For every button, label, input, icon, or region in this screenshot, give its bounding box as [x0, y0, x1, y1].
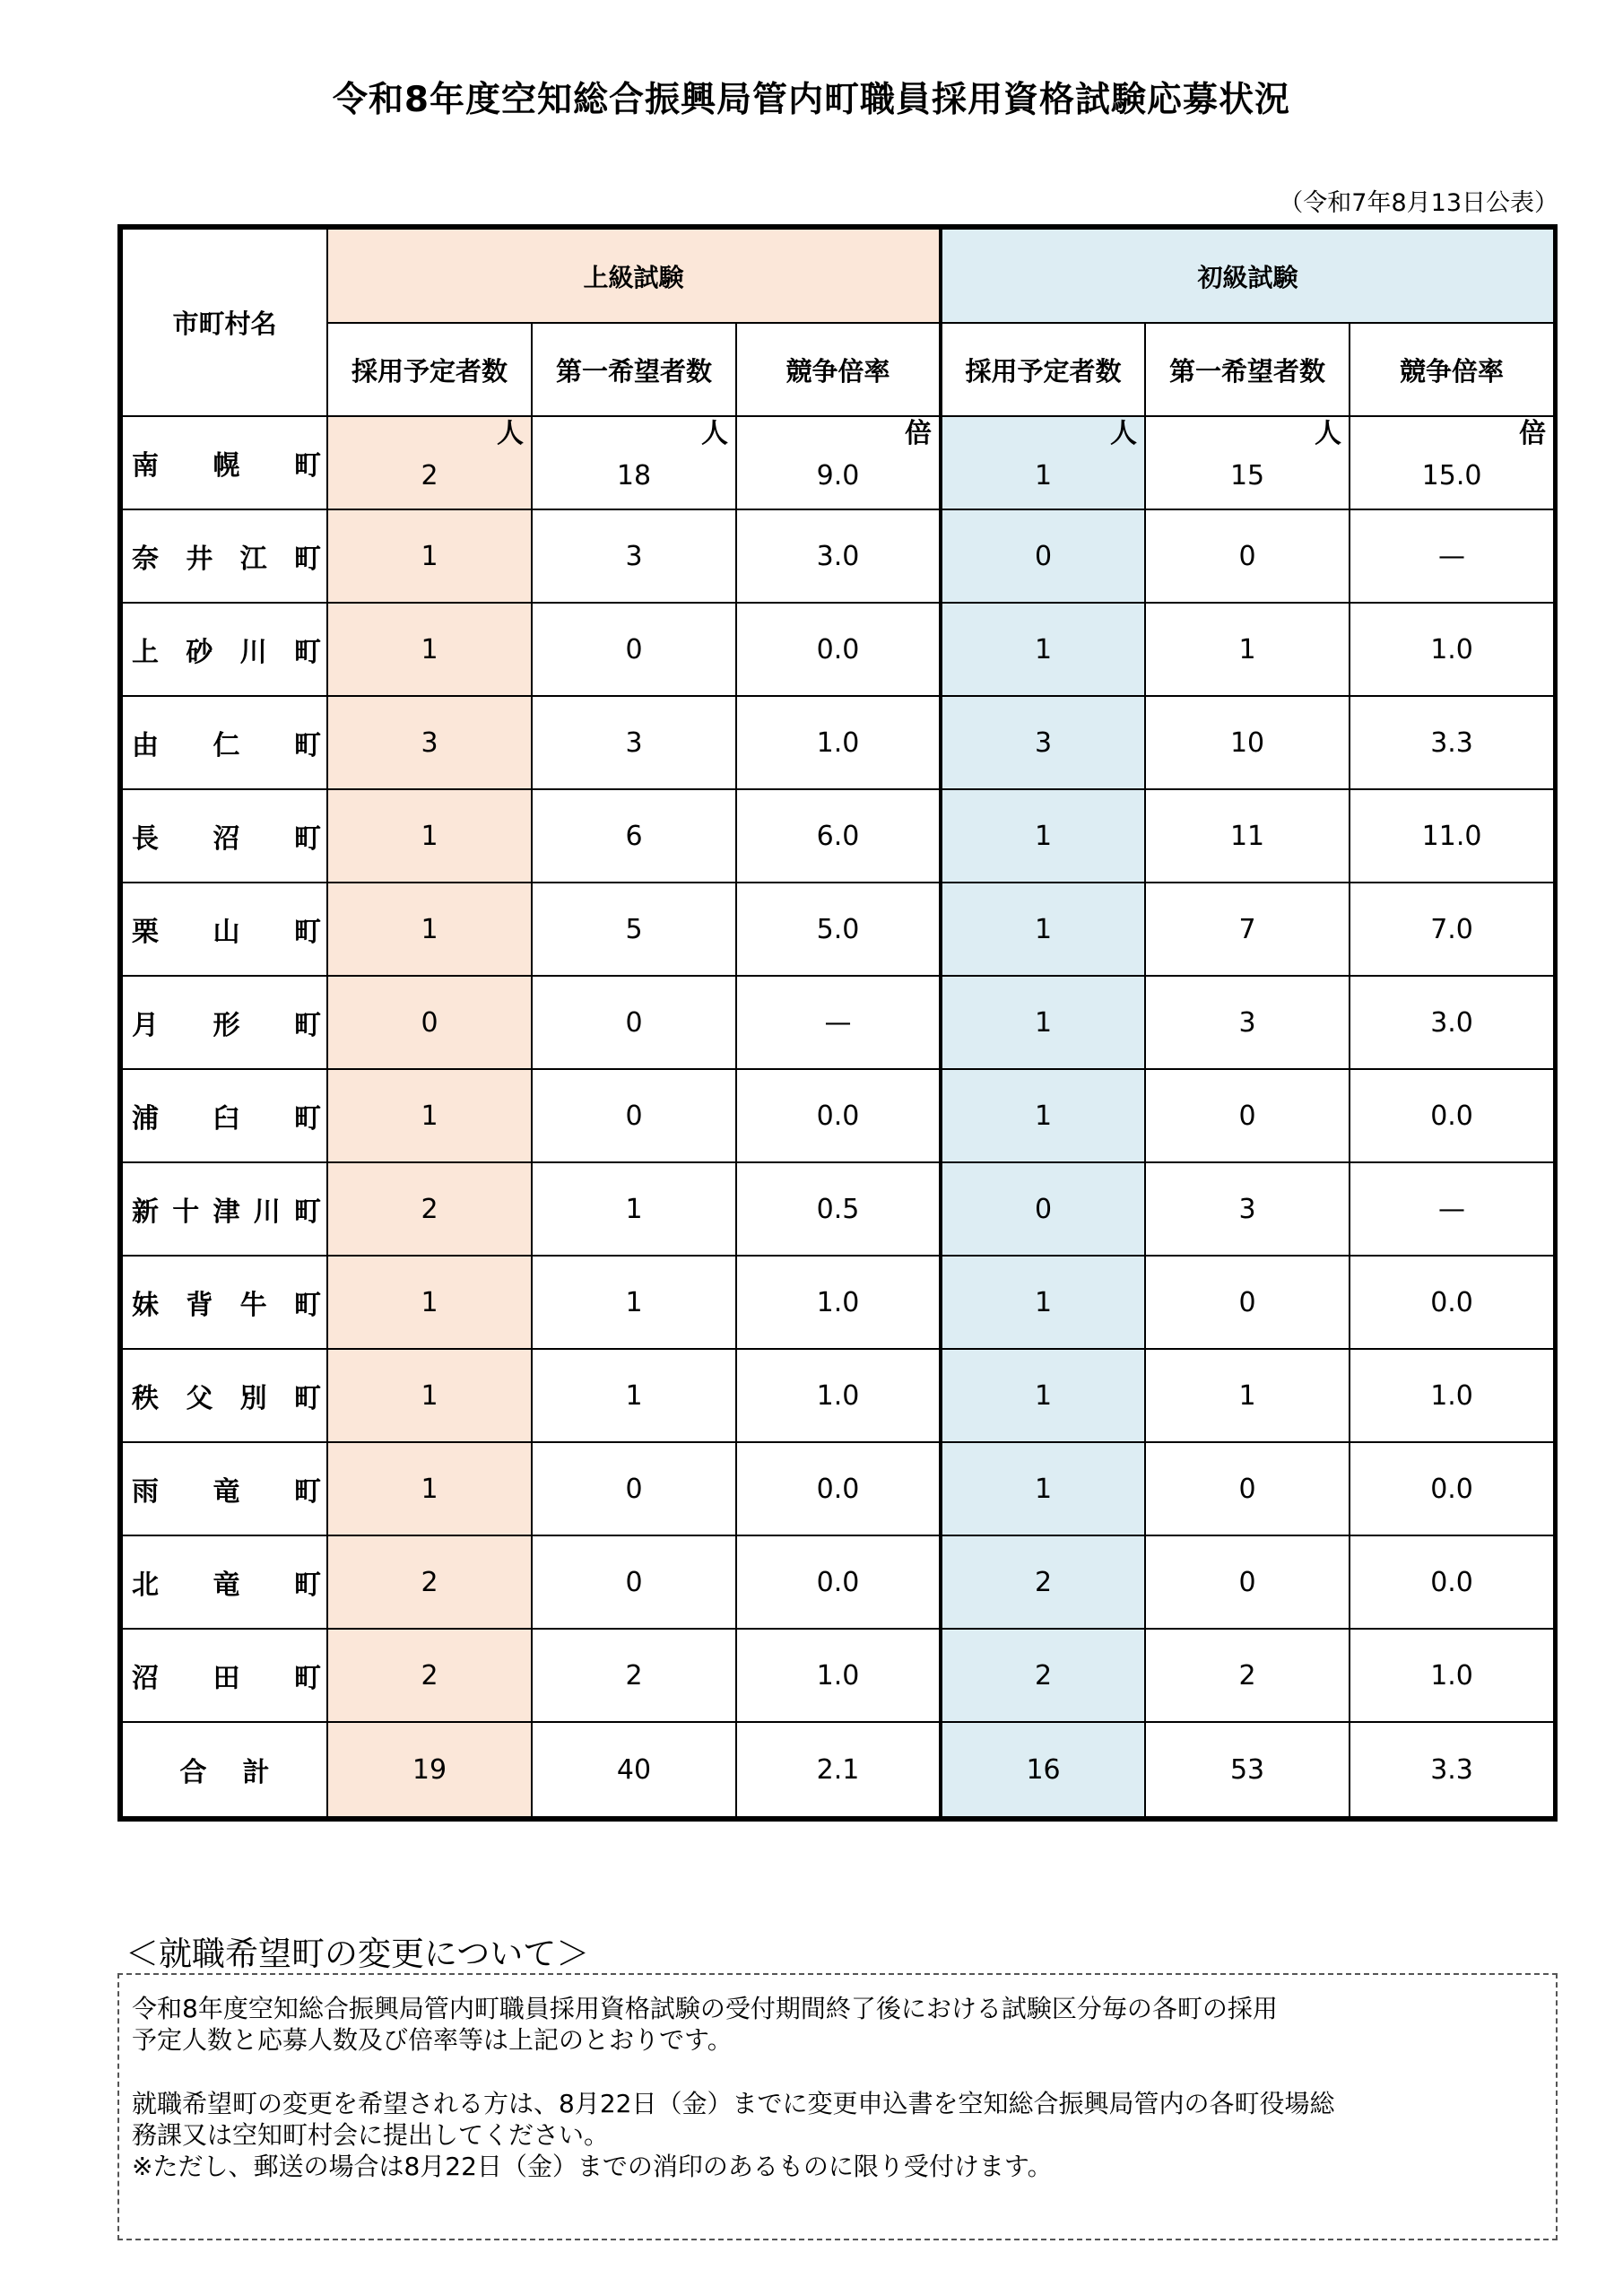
upper-planned-cell: 1 [327, 603, 532, 696]
cell-value: 9.0 [816, 459, 860, 491]
municipality-name-chars [132, 1096, 321, 1135]
upper-first-choice-cell: 0 [532, 1535, 736, 1629]
upper-first-choice-cell: 1 [532, 1349, 736, 1442]
junior-ratio-cell: 0.0 [1350, 1535, 1554, 1629]
junior-planned-cell: 1 [941, 1349, 1145, 1442]
municipality-name-chars [132, 1189, 321, 1229]
municipality-name-chars [132, 1003, 321, 1042]
municipality-name-char: 秩 [132, 1383, 159, 1414]
table-row [122, 789, 1554, 883]
notice-box [117, 1973, 1558, 2240]
applications-table [117, 224, 1558, 1822]
upper-ratio-cell: 0.0 [736, 603, 941, 696]
upper-first-choice-cell: 0 [532, 1442, 736, 1535]
upper-ratio-cell: 0.5 [736, 1162, 941, 1256]
junior-ratio-cell: 1.0 [1350, 603, 1554, 696]
municipality-name-char: 田 [213, 1663, 240, 1694]
municipality-name-char: 沼 [213, 823, 240, 855]
total-upper-first-choice-cell: 40 [532, 1722, 736, 1817]
total-junior-ratio-cell: 3.3 [1350, 1722, 1554, 1817]
upper-ratio-cell: — [736, 976, 941, 1069]
upper-first-choice-cell: 1 [532, 1162, 736, 1256]
municipality-name-char: 山 [213, 917, 240, 948]
municipality-name-char: 月 [132, 1010, 159, 1041]
upper-planned-cell [327, 416, 532, 509]
municipality-name-char: 長 [132, 823, 159, 855]
municipality-name-char: 井 [186, 544, 213, 575]
table-row [122, 1535, 1554, 1629]
municipality-name-chars [132, 1469, 321, 1509]
upper-first-choice-cell: 0 [532, 1069, 736, 1162]
municipality-name [122, 416, 327, 509]
notice-text: 就職希望町の変更を希望される方は、8月22日（金）までに変更申込書を空知総合振興局管内の各町役場総 [132, 2089, 1335, 2118]
total-label-chars [180, 1750, 270, 1789]
municipality-name-char: 別 [239, 1383, 267, 1414]
junior-ratio-cell [1350, 416, 1554, 509]
junior-planned-cell: 2 [941, 1629, 1145, 1722]
junior-planned-cell: 1 [941, 1442, 1145, 1535]
junior-first-choice-cell: 1 [1145, 1349, 1350, 1442]
notice-text: 予定人数と応募人数及び倍率等は上記のとおりです。 [132, 2025, 733, 2055]
junior-ratio-cell: 1.0 [1350, 1629, 1554, 1722]
table-row [122, 1629, 1554, 1722]
upper-first-choice-cell: 3 [532, 509, 736, 603]
junior-first-choice-cell: 0 [1145, 1535, 1350, 1629]
municipality-name-char: 町 [294, 1196, 321, 1228]
municipality-name-char: 川 [253, 1196, 281, 1228]
municipality-name-chars [132, 630, 321, 669]
municipality-name-char: 町 [294, 1010, 321, 1041]
junior-ratio-cell: 7.0 [1350, 883, 1554, 976]
upper-planned-cell: 1 [327, 1069, 532, 1162]
upper-ratio-cell: 1.0 [736, 1629, 941, 1722]
total-junior-planned-cell: 16 [941, 1722, 1145, 1817]
municipality-name-char: 背 [186, 1290, 213, 1321]
municipality-name-chars [132, 1562, 321, 1602]
municipality-name [122, 1162, 327, 1256]
municipality-header: 市町村名 [122, 229, 327, 416]
upper-first-choice-cell [532, 416, 736, 509]
upper-ratio-cell [736, 416, 941, 509]
upper-planned-header: 採用予定者数 [327, 323, 532, 416]
table-row [122, 1162, 1554, 1256]
junior-ratio-cell: — [1350, 509, 1554, 603]
municipality-name-char: 町 [294, 450, 321, 482]
total-label-char: 計 [242, 1757, 270, 1788]
municipality-name-char: 幌 [213, 450, 240, 482]
cell-value: 1 [1034, 459, 1053, 491]
upper-planned-cell: 1 [327, 883, 532, 976]
municipality-name-char: 町 [294, 1570, 321, 1601]
unit-person-label: 人 [497, 418, 524, 449]
municipality-name [122, 696, 327, 789]
upper-first-choice-cell: 0 [532, 603, 736, 696]
municipality-name-chars [132, 909, 321, 949]
total-junior-first-choice-cell: 53 [1145, 1722, 1350, 1817]
junior-planned-cell: 1 [941, 1256, 1145, 1349]
municipality-name-char: 上 [132, 637, 159, 668]
municipality-name-char: 北 [132, 1570, 159, 1601]
upper-first-choice-cell: 3 [532, 696, 736, 789]
municipality-name-char: 川 [239, 637, 267, 668]
junior-planned-cell: 1 [941, 976, 1145, 1069]
upper-first-choice-cell: 1 [532, 1256, 736, 1349]
municipality-name-char: 沼 [132, 1663, 159, 1694]
municipality-name [122, 1256, 327, 1349]
municipality-name-char: 形 [213, 1010, 240, 1041]
junior-planned-cell: 0 [941, 1162, 1145, 1256]
cell-value: 15 [1229, 459, 1265, 491]
municipality-name [122, 1442, 327, 1535]
upper-first-choice-cell: 2 [532, 1629, 736, 1722]
municipality-name [122, 883, 327, 976]
upper-planned-cell: 1 [327, 509, 532, 603]
junior-planned-cell [941, 416, 1145, 509]
junior-planned-cell: 3 [941, 696, 1145, 789]
table-row [122, 603, 1554, 696]
junior-first-choice-cell: 0 [1145, 1256, 1350, 1349]
upper-planned-cell: 1 [327, 789, 532, 883]
municipality-name [122, 1629, 327, 1722]
total-label [122, 1722, 327, 1817]
municipality-name-char: 町 [293, 544, 321, 575]
junior-first-choice-cell: 3 [1145, 1162, 1350, 1256]
junior-planned-cell: 0 [941, 509, 1145, 603]
cell-value: 15.0 [1421, 459, 1482, 491]
upper-ratio-cell: 0.0 [736, 1535, 941, 1629]
unit-person-label: 人 [1315, 418, 1342, 449]
municipality-name-char: 町 [294, 1103, 321, 1135]
upper-planned-cell: 2 [327, 1629, 532, 1722]
junior-ratio-cell: — [1350, 1162, 1554, 1256]
total-row [122, 1722, 1554, 1817]
junior-ratio-cell: 3.0 [1350, 976, 1554, 1069]
upper-first-choice-cell: 6 [532, 789, 736, 883]
junior-first-choice-header: 第一希望者数 [1145, 323, 1350, 416]
junior-planned-header: 採用予定者数 [941, 323, 1145, 416]
municipality-name-char: 竜 [213, 1476, 240, 1508]
unit-ratio-label: 倍 [1519, 418, 1547, 449]
junior-first-choice-cell: 1 [1145, 603, 1350, 696]
junior-ratio-cell: 0.0 [1350, 1069, 1554, 1162]
notice-text: 令和8年度空知総合振興局管内町職員採用資格試験の受付期間終了後における試験区分毎の各町の採用 [132, 1994, 1278, 2023]
municipality-name-char: 町 [294, 730, 321, 761]
upper-planned-cell: 0 [327, 976, 532, 1069]
junior-exam-header: 初級試験 [941, 229, 1554, 323]
notice-text: 務課又は空知町村会に提出してください。 [132, 2120, 610, 2150]
cell-value: 2 [421, 459, 438, 491]
upper-planned-cell: 1 [327, 1349, 532, 1442]
upper-exam-header: 上級試験 [327, 229, 941, 323]
municipality-name-char: 江 [239, 544, 267, 575]
municipality-name-chars [132, 1376, 321, 1415]
junior-first-choice-cell: 7 [1145, 883, 1350, 976]
municipality-name-char: 南 [132, 450, 159, 482]
page-title: 令和8年度空知総合振興局管内町職員採用資格試験応募状況 [332, 80, 1291, 120]
upper-ratio-cell: 0.0 [736, 1069, 941, 1162]
municipality-name [122, 1069, 327, 1162]
municipality-name-char: 仁 [213, 730, 240, 761]
total-upper-planned-cell: 19 [327, 1722, 532, 1817]
junior-first-choice-cell: 3 [1145, 976, 1350, 1069]
unit-person-label: 人 [701, 418, 728, 449]
upper-planned-cell: 2 [327, 1535, 532, 1629]
junior-first-choice-cell: 0 [1145, 1442, 1350, 1535]
municipality-name-char: 浦 [132, 1103, 159, 1135]
municipality-name-char: 町 [294, 1476, 321, 1508]
junior-ratio-cell: 3.3 [1350, 696, 1554, 789]
junior-ratio-cell: 0.0 [1350, 1256, 1554, 1349]
table-row [122, 1442, 1554, 1535]
municipality-name-chars [132, 443, 321, 483]
municipality-name-chars [132, 536, 321, 576]
upper-first-choice-header: 第一希望者数 [532, 323, 736, 416]
unit-person-label: 人 [1110, 418, 1138, 449]
junior-ratio-cell: 0.0 [1350, 1442, 1554, 1535]
junior-first-choice-cell: 10 [1145, 696, 1350, 789]
municipality-name-char: 町 [293, 1383, 321, 1414]
junior-ratio-header: 競争倍率 [1350, 323, 1554, 416]
municipality-name [122, 789, 327, 883]
total-upper-ratio-cell: 2.1 [736, 1722, 941, 1817]
municipality-name-char: 竜 [213, 1570, 240, 1601]
municipality-name [122, 1535, 327, 1629]
junior-planned-cell: 1 [941, 883, 1145, 976]
municipality-name [122, 976, 327, 1069]
table-row [122, 1069, 1554, 1162]
upper-ratio-cell: 5.0 [736, 883, 941, 976]
municipality-name-char: 町 [294, 823, 321, 855]
junior-first-choice-cell: 0 [1145, 1069, 1350, 1162]
municipality-name-char: 町 [294, 1663, 321, 1694]
municipality-name-char: 町 [293, 637, 321, 668]
junior-ratio-cell: 1.0 [1350, 1349, 1554, 1442]
junior-planned-cell: 1 [941, 1069, 1145, 1162]
upper-first-choice-cell: 0 [532, 976, 736, 1069]
municipality-name-char: 妹 [132, 1290, 159, 1321]
cell-value: 18 [616, 459, 652, 491]
upper-ratio-cell: 1.0 [736, 1256, 941, 1349]
unit-ratio-label: 倍 [905, 418, 933, 449]
municipality-name-char: 新 [132, 1196, 159, 1228]
notice-heading: ＜就職希望町の変更について＞ [126, 1935, 590, 1973]
municipality-name-char: 町 [293, 1290, 321, 1321]
table-row [122, 1256, 1554, 1349]
junior-planned-cell: 2 [941, 1535, 1145, 1629]
municipality-name-char: 父 [186, 1383, 213, 1414]
municipality-name-char: 町 [294, 917, 321, 948]
municipality-name-char: 由 [132, 730, 159, 761]
publication-date: （令和7年8月13日公表） [1279, 189, 1558, 217]
municipality-name-chars [132, 816, 321, 856]
upper-ratio-header: 競争倍率 [736, 323, 941, 416]
upper-ratio-cell: 1.0 [736, 1349, 941, 1442]
junior-first-choice-cell: 2 [1145, 1629, 1350, 1722]
upper-planned-cell: 1 [327, 1256, 532, 1349]
table-row [122, 696, 1554, 789]
junior-first-choice-cell: 0 [1145, 509, 1350, 603]
junior-first-choice-cell: 11 [1145, 789, 1350, 883]
total-label-char: 合 [179, 1757, 207, 1788]
municipality-name-char: 奈 [132, 544, 159, 575]
junior-planned-cell: 1 [941, 789, 1145, 883]
junior-ratio-cell: 11.0 [1350, 789, 1554, 883]
upper-planned-cell: 1 [327, 1442, 532, 1535]
municipality-name [122, 509, 327, 603]
municipality-name [122, 603, 327, 696]
municipality-name-chars [132, 1283, 321, 1322]
table-row [122, 883, 1554, 976]
notice-text: ※ただし、郵送の場合は8月22日（金）までの消印のあるものに限り受付けます。 [132, 2152, 1053, 2181]
table-row [122, 1349, 1554, 1442]
municipality-name-char: 十 [172, 1196, 200, 1228]
table-row [122, 976, 1554, 1069]
municipality-name-char: 雨 [132, 1476, 159, 1508]
upper-ratio-cell: 3.0 [736, 509, 941, 603]
municipality-name-char: 臼 [213, 1103, 240, 1135]
upper-ratio-cell: 6.0 [736, 789, 941, 883]
municipality-name-char: 牛 [239, 1290, 267, 1321]
upper-planned-cell: 2 [327, 1162, 532, 1256]
junior-planned-cell: 1 [941, 603, 1145, 696]
table-row [122, 416, 1554, 509]
municipality-name-chars [132, 723, 321, 762]
upper-ratio-cell: 1.0 [736, 696, 941, 789]
table-row [122, 509, 1554, 603]
upper-planned-cell: 3 [327, 696, 532, 789]
municipality-name-chars [132, 1656, 321, 1695]
municipality-name-char: 津 [213, 1196, 240, 1228]
upper-first-choice-cell: 5 [532, 883, 736, 976]
municipality-name [122, 1349, 327, 1442]
upper-ratio-cell: 0.0 [736, 1442, 941, 1535]
municipality-name-char: 砂 [186, 637, 213, 668]
municipality-name-char: 栗 [132, 917, 159, 948]
junior-first-choice-cell [1145, 416, 1350, 509]
